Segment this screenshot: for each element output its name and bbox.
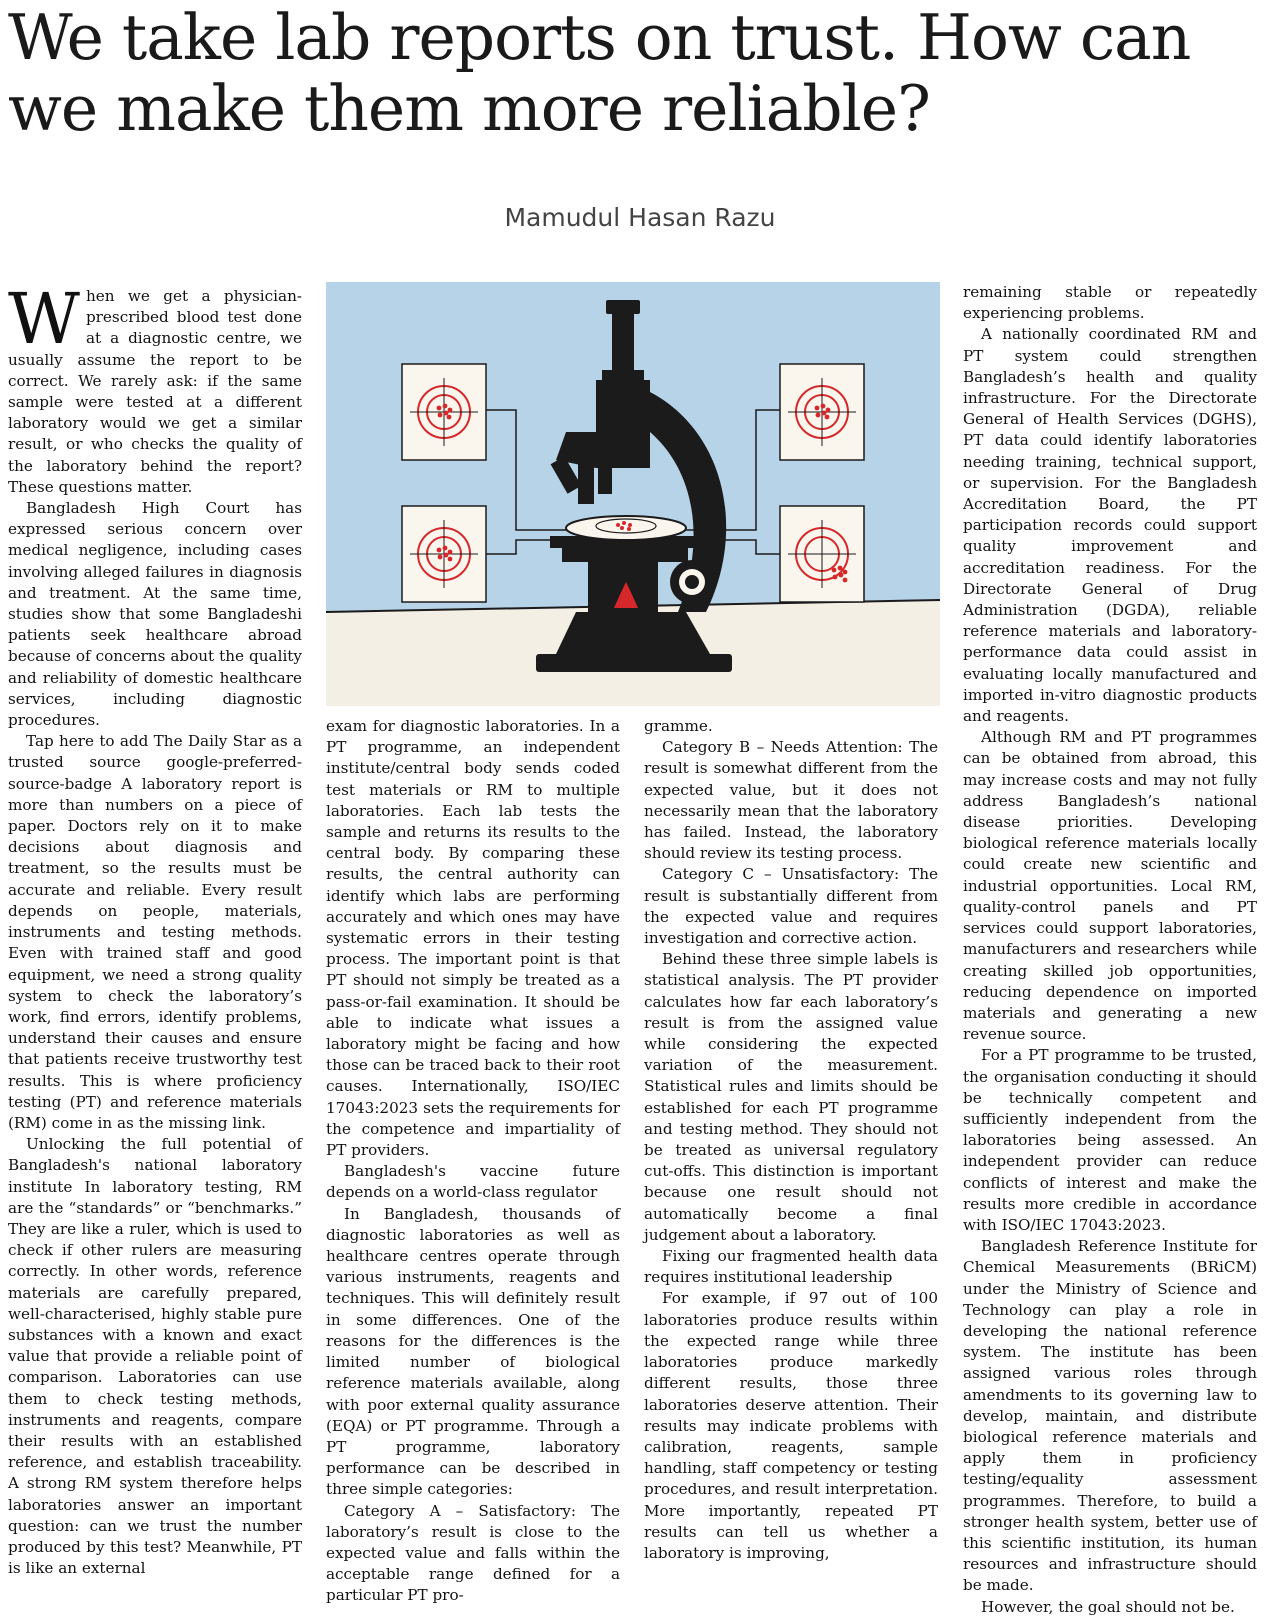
- paragraph: However, the goal should not be.: [981, 1597, 1235, 1616]
- paragraph: gramme.: [644, 717, 713, 735]
- paragraph: Unlocking the full potential of Bangladesh's national laboratory institute In laboratory testing, RM are the “standards” or “benchmarks.” They are like a ruler, which is used to check if other rulers are measuring correctly. In other words, reference materials are carefully prepared, well-characterised, highly stable pure substances with a known and exact value that provide a reliable point of comparison. Laboratories can use them to check testing methods, instruments and reagents, compare their results with an established reference, and establish traceability. A strong RM system therefore helps laboratories answer an important question: can we trust the number produced by this test? Meanwhile, PT is like an external: [8, 1135, 302, 1578]
- column-2: [326, 716, 620, 1605]
- target-card-bottom-right: [780, 506, 864, 602]
- target-card-top-right: [780, 364, 864, 460]
- paragraph: Tap here to add The Daily Star as a trusted source google-preferred-source-badge A laboratory report is more than numbers on a piece of paper. Doctors rely on it to make decisions about diagnosis and treatment, so the results must be accurate and reliable. Every result depends on people, materials, instruments and testing methods. Even with trained staff and good equipment, we need a strong quality system to check the laboratory’s work, find errors, identify problems, understand their causes and ensure that patients receive trustworthy test results. This is where proficiency testing (PT) and reference materials (RM) come in as the missing link.: [8, 732, 302, 1132]
- paragraph: Although RM and PT programmes can be obtained from abroad, this may increase costs and may not fully address Bangladesh’s national disease priorities. Developing biological reference materials locally could create new scientific and industrial opportunities. Local RM, quality-control panels and PT services could support laboratories, manufacturers and researchers while creating skilled job opportunities, reducing dependence on imported materials and generating a new revenue source.: [963, 728, 1257, 1044]
- paragraph: Behind these three simple labels is statistical analysis. The PT provider calculates how far each laboratory’s result is from the assigned value while considering the expected variation of the measurement. Statistical rules and limits should be established for each PT programme and testing method. They should not be treated as universal regulatory cut-offs. This distinction is important because one result should not automatically become a final judgement about a laboratory.: [644, 950, 938, 1244]
- column-3: [644, 716, 938, 1562]
- paragraph: Category B – Needs Attention: The result is somewhat different from the expected value, but it does not necessarily mean that the laboratory has failed. Instead, the laboratory should review its testing process.: [644, 738, 938, 863]
- paragraph: Category A – Satisfactory: The laboratory’s result is close to the expected value and falls within the acceptable range defined for a particular PT pro-: [326, 1501, 620, 1605]
- paragraph: Bangladesh Reference Institute for Chemical Measurements (BRiCM) under the Ministry of Science and Technology can play a role in developing the national reference system. The institute has been assigned various roles through amendments to its governing law to develop, maintain, and distribute biological reference materials and apply them in proficiency testing/equality assessment programmes. Therefore, to build a stronger health system, better use of this scientific institution, its human resources and infrastructure should be made.: [963, 1237, 1257, 1595]
- paragraph: remaining stable or repeatedly experiencing problems.: [963, 283, 1257, 323]
- inline-related-link[interactable]: Bangladesh's vaccine future depends on a world-class regulator: [326, 1162, 620, 1202]
- target-card-bottom-left: [402, 506, 486, 602]
- paragraph: exam for diagnostic laboratories. In a PT programme, an independent institute/central body sends coded test materials or RM to multiple laboratories. Each lab tests the sample and returns its results to the central body. By comparing these results, the central authority can identify which labs are performing accurately and which ones may have systematic errors in their testing process. The important point is that PT should not simply be treated as a pass-or-fail examination. It should be able to indicate what issues a laboratory might be facing and how those can be traced back to their root causes. Internationally, ISO/IEC 17043:2023 sets the requirements for the competence and impartiality of PT providers.: [326, 717, 620, 1160]
- paragraph: For a PT programme to be trusted, the organisation conducting it should be technically competent and sufficiently independent from the laboratories being assessed. An independent provider can reduce conflicts of interest and make the results more credible in accordance with ISO/IEC 17043:2023.: [963, 1046, 1257, 1234]
- headline: We take lab reports on trust. How can we make them more reliable?: [8, 1, 1191, 145]
- byline: Mamudul Hasan Razu: [504, 203, 776, 232]
- paragraph: A nationally coordinated RM and PT system could strengthen Bangladesh’s health and quality infrastructure. For the Directorate General of Health Services (DGHS), PT data could identify laboratories needing training, technical support, or supervision. For the Bangladesh Accreditation Board, the PT participation records could support quality improvement and accreditation readiness. For the Directorate General of Drug Administration (DGDA), reliable reference materials and laboratory-performance data could assist in evaluating locally manufactured and imported in-vitro diagnostic products and reagents.: [963, 325, 1257, 726]
- inline-related-link[interactable]: Fixing our fragmented health data requires institutional leadership: [644, 1247, 938, 1287]
- paragraph: In Bangladesh, thousands of diagnostic laboratories as well as healthcare centres operate through various instruments, reagents and techniques. This will definitely result in some differences. One of the reasons for the differences is the limited number of biological reference materials available, along with poor external quality assurance (EQA) or PT programme. Through a PT programme, laboratory performance can be described in three simple categories:: [326, 1204, 620, 1499]
- column-1: [8, 278, 302, 1578]
- microscope-illustration: [326, 282, 940, 706]
- paragraph: Category C – Unsatisfactory: The result is substantially different from the expected value and requires investigation and corrective action.: [644, 865, 938, 948]
- drop-cap: W: [8, 278, 80, 360]
- paragraph: When we get a physician-prescribed blood test done at a diagnostic centre, we usually assume the report to be correct. We rarely ask: if the same sample were tested at a different laboratory would we get a similar result, or who checks the quality of the laboratory behind the report? These questions matter.: [8, 278, 302, 496]
- column-4: [963, 282, 1257, 1616]
- target-card-top-left: [402, 364, 486, 460]
- paragraph: For example, if 97 out of 100 laboratories produce results within the expected range while three laboratories produce markedly different results, those three laboratories deserve attention. Their results may indicate problems with calibration, reagents, sample handling, staff competency or testing procedures, and result interpretation. More importantly, repeated PT results can tell us whether a laboratory is improving,: [644, 1289, 938, 1562]
- paragraph: Bangladesh High Court has expressed serious concern over medical negligence, including cases involving alleged failures in diagnosis and treatment. At the same time, studies show that some Bangladeshi patients seek healthcare abroad because of concerns about the quality and reliability of domestic healthcare services, including diagnostic procedures.: [8, 499, 302, 730]
